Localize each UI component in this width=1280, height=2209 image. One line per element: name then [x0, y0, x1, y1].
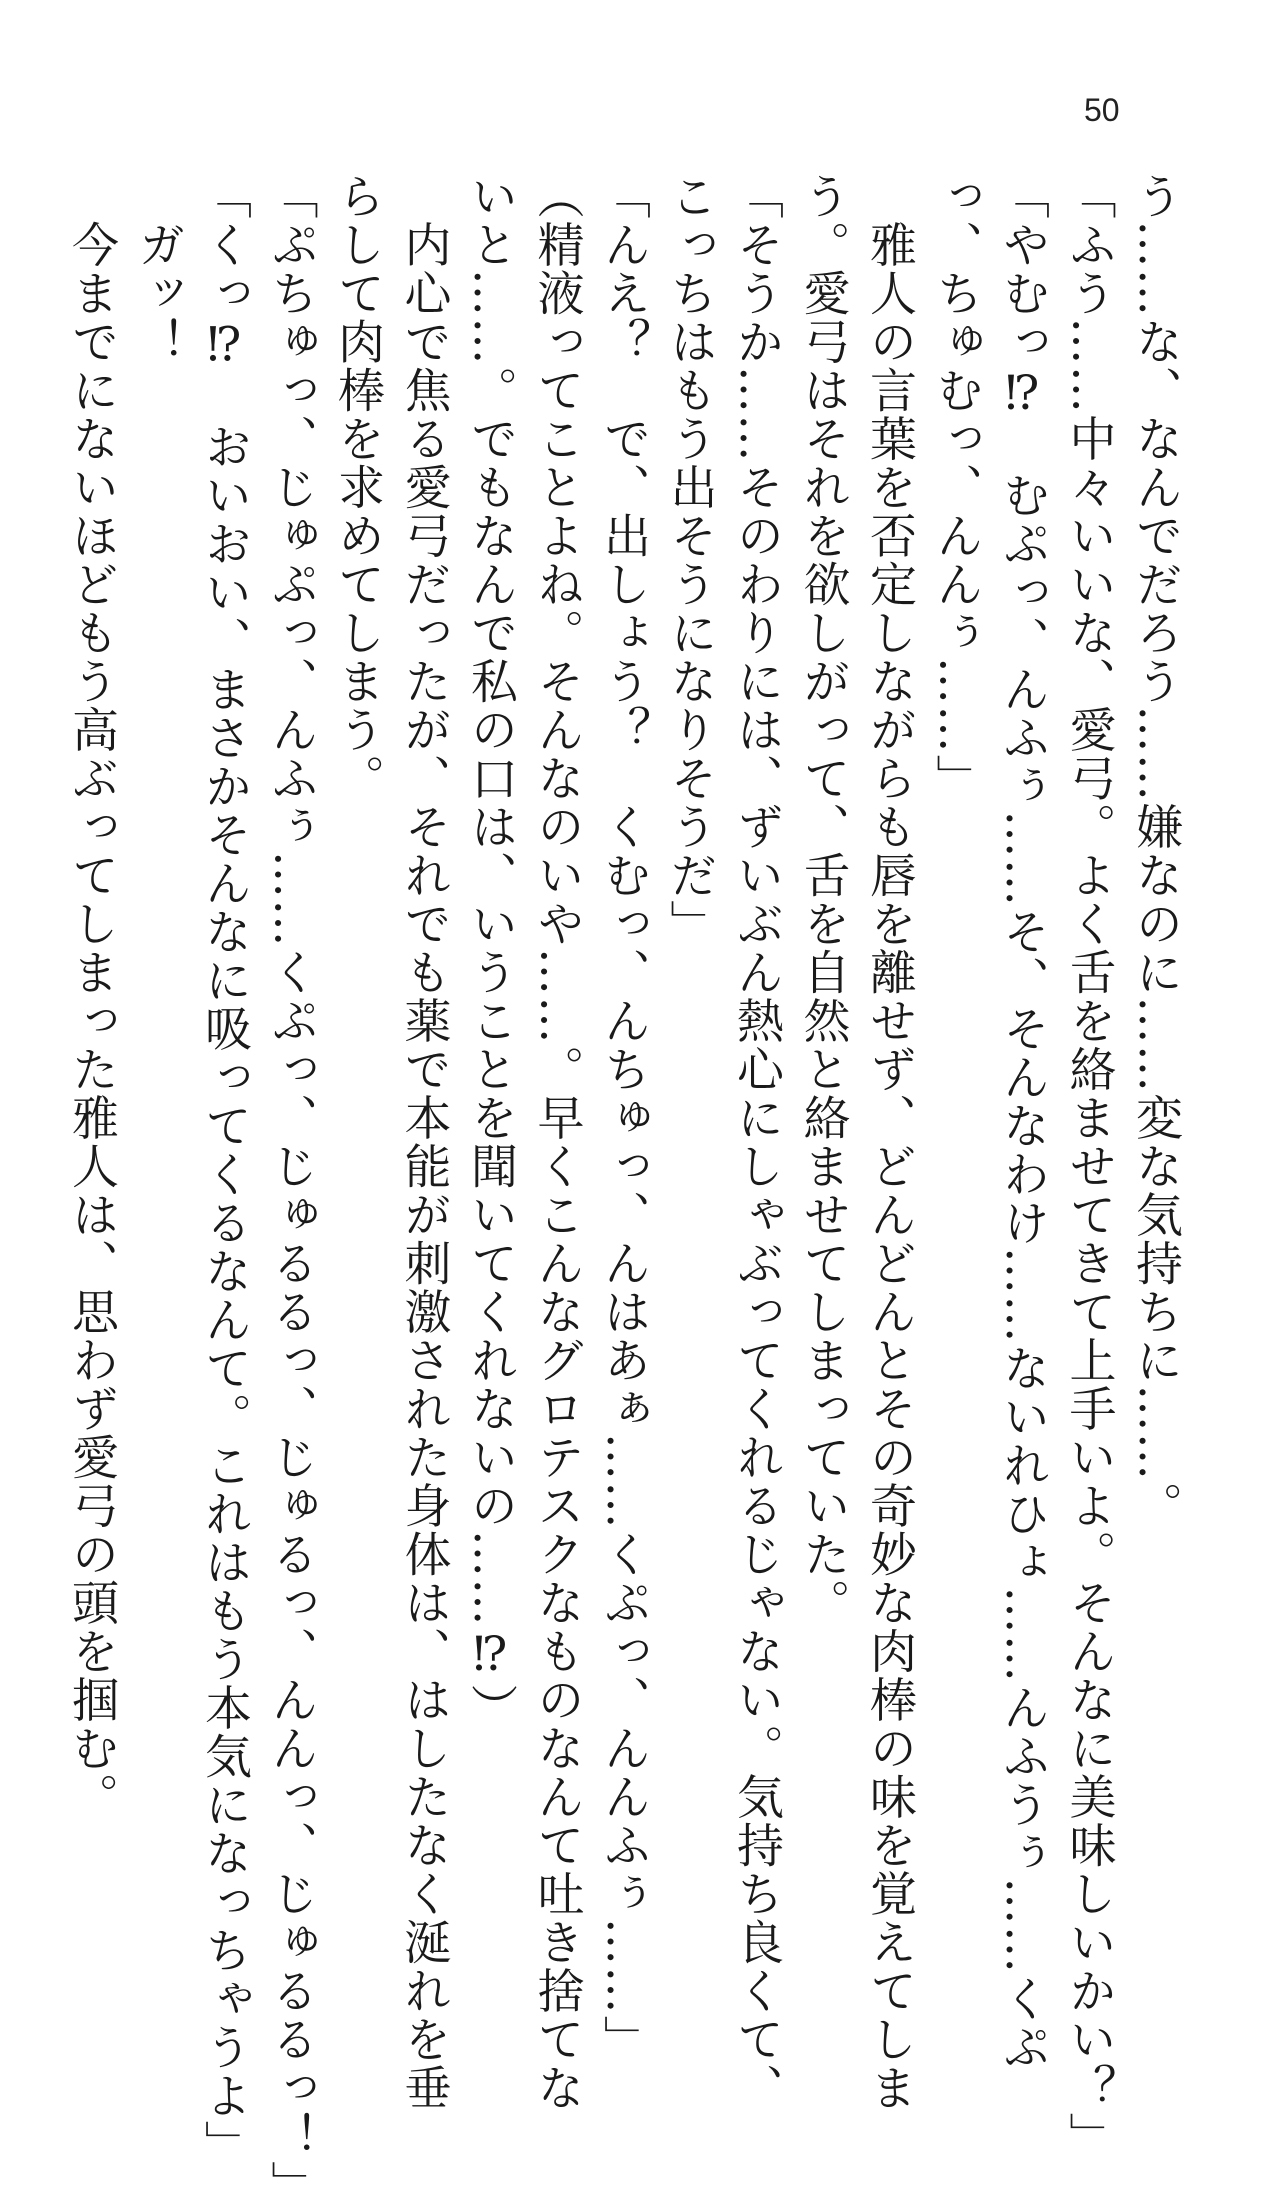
text-line: 「くっ⁉ おいおい、まさかそんなに吸ってくるなんて。これはもう本気になっちゃうよ」: [197, 172, 252, 2169]
text-line: 雅人の言葉を否定しながらも唇を離せず、どんどんとその奇妙な肉棒の味を覚えてしま: [862, 172, 917, 2112]
text-line: （精液ってことよね。そんなのいや……。早くこんなグロテスクなものなんて吐き捨てな: [529, 172, 585, 2112]
text-line: ガッ！: [130, 172, 186, 366]
text-line: いと……。でもなんで私の口は、いうことを聞いてくれないの……⁉）: [463, 172, 518, 1732]
text-line: う……な、なんでだろう……嫌なのに……変な気持ちに……。: [1128, 172, 1183, 1530]
body-text-vertical: [58, 172, 1189, 2209]
text-line: 内心で焦る愛弓だったが、それでも薬で本能が刺激された身体は、はしたなく涎れを垂: [396, 172, 452, 2112]
text-line: 「ぷちゅっ、じゅぷっ、んふぅ……くぷっ、じゅるるっ、じゅるっ、んんっ、じゅるるっ！」: [263, 172, 319, 2209]
text-line: らして肉棒を求めてしまう。: [330, 172, 385, 803]
text-line: こっちはもう出そうになりそうだ」: [662, 172, 718, 948]
text-line: 「そうか……そのわりには、ずいぶん熱心にしゃぶってくれるじゃない。気持ち良くて、: [729, 172, 784, 2112]
text-line: 「やむっ⁉ むぷっ、んふぅ……そ、そんなわけ……ないれひょ……んふうぅ……くぷ: [995, 172, 1050, 2072]
text-line: う。愛弓はそれを欲しがって、舌を自然と絡ませてしまっていた。: [795, 172, 851, 1627]
text-line: 「ふう……中々いいな、愛弓。よく舌を絡ませてきて上手いよ。そんなに美味しいかい？」: [1061, 172, 1117, 2161]
text-line: っ、ちゅむっ、んんぅ……」: [928, 172, 984, 803]
page-number: 50: [1084, 92, 1120, 128]
text-line: 「んえ？ で、出しょう？ くむっ、んちゅっ、んはあぁ……くぷっ、んんふぅ……」: [596, 172, 651, 2064]
text-line: 今までにないほどもう高ぶってしまった雅人は、思わず愛弓の頭を掴む。: [64, 172, 119, 1821]
